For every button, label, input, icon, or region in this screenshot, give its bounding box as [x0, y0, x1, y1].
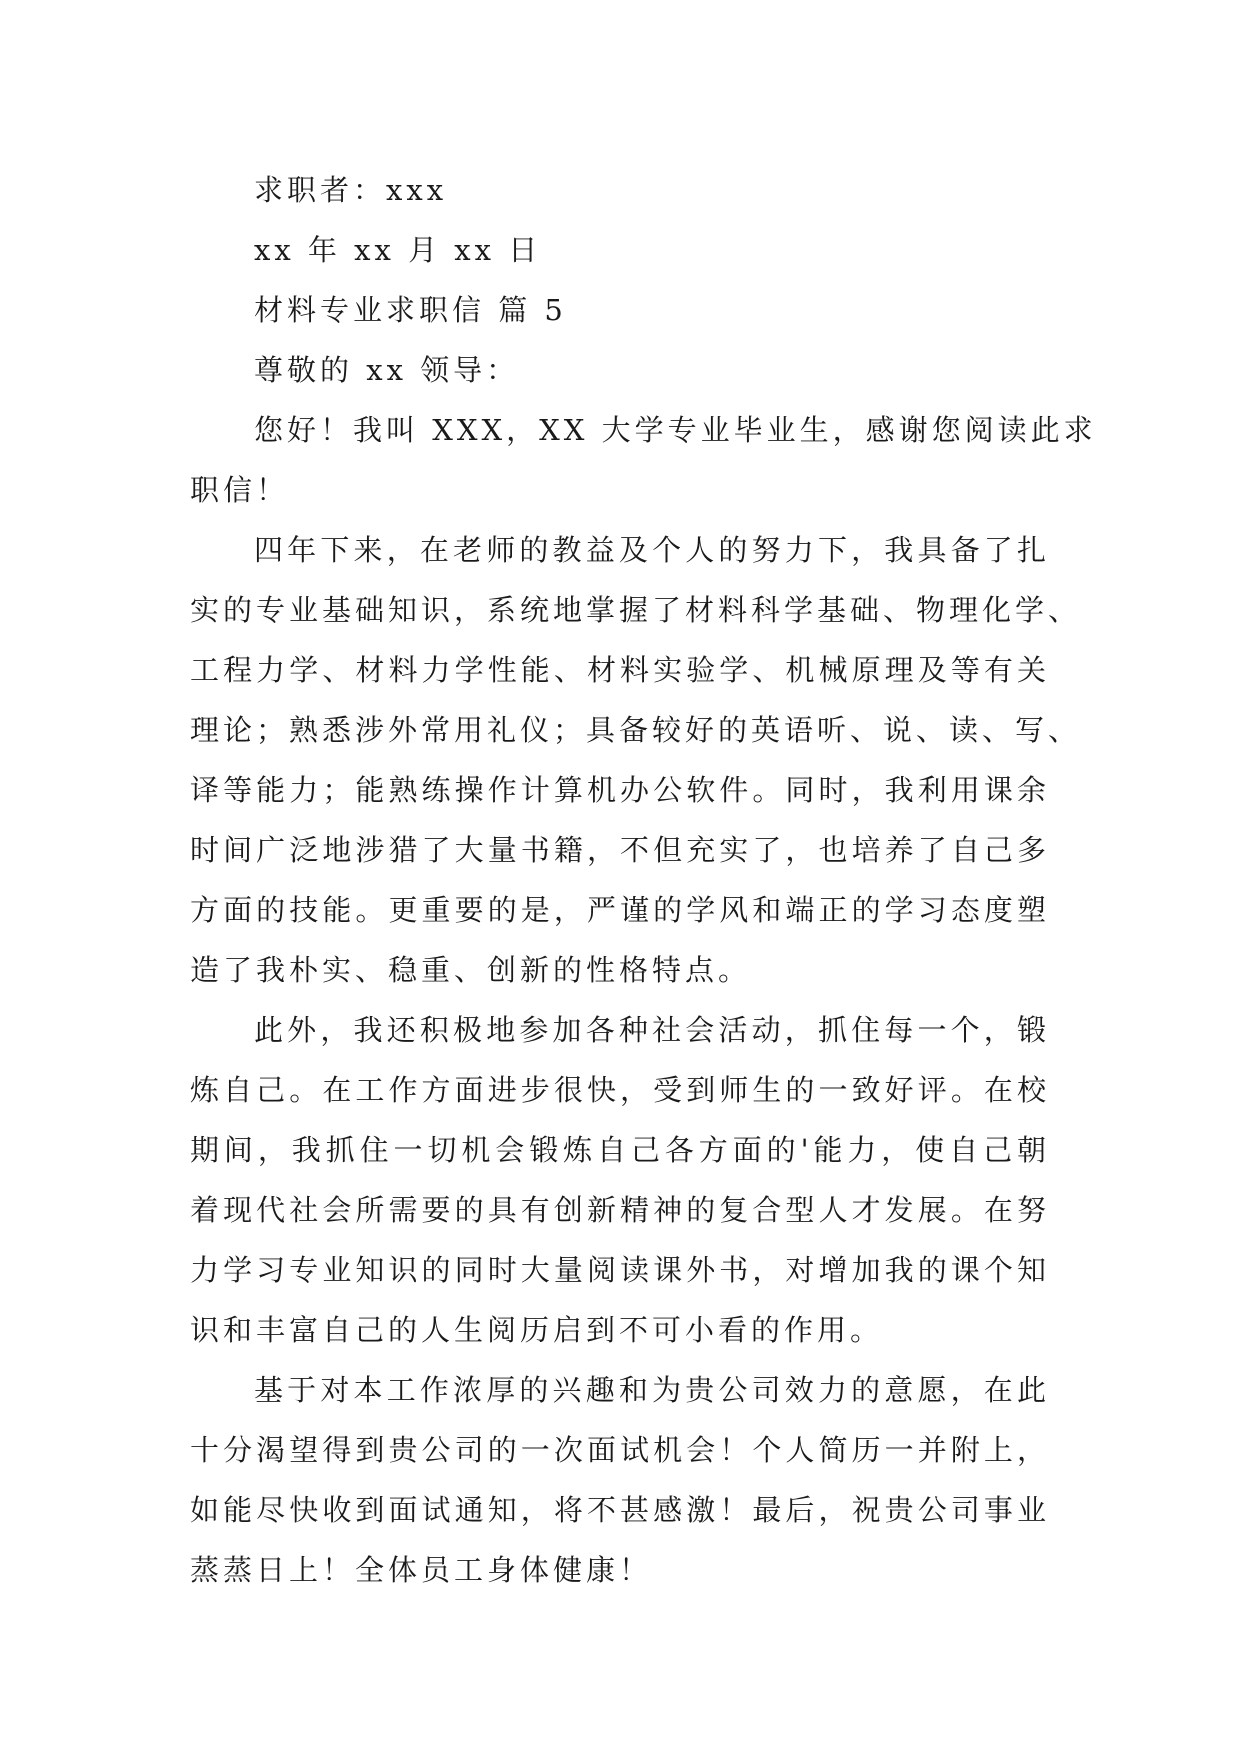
- paragraph-line: 工程力学、材料力学性能、材料实验学、机械原理及等有关: [190, 653, 1050, 687]
- date-line: xx 年 xx 月 xx 日: [254, 233, 542, 267]
- paragraph-line: 力学习专业知识的同时大量阅读课外书，对增加我的课个知: [190, 1253, 1050, 1287]
- paragraph-line: 方面的技能。更重要的是，严谨的学风和端正的学习态度塑: [190, 893, 1050, 927]
- paragraph-line: 识和丰富自己的人生阅历启到不可小看的作用。: [190, 1313, 884, 1347]
- paragraph-greeting: [190, 400, 1097, 520]
- paragraph-activities: [190, 1000, 1050, 1360]
- paragraph-line: 如能尽快收到面试通知，将不甚感激！最后，祝贵公司事业: [190, 1493, 1050, 1527]
- paragraph-line: 期间，我抓住一切机会锻炼自己各方面的'能力，使自己朝: [190, 1133, 1050, 1167]
- paragraph-line: 您好！我叫 XXX，XX 大学专业毕业生，感谢您阅读此求: [254, 413, 1097, 447]
- paragraph-line: 译等能力；能熟练操作计算机办公软件。同时，我利用课余: [190, 773, 1050, 807]
- paragraph-line: 理论；熟悉涉外常用礼仪；具备较好的英语听、说、读、写、: [190, 713, 1082, 747]
- section-title: 材料专业求职信 篇 5: [254, 293, 567, 327]
- paragraph-line: 炼自己。在工作方面进步很快，受到师生的一致好评。在校: [190, 1073, 1050, 1107]
- paragraph-line: 实的专业基础知识，系统地掌握了材料科学基础、物理化学、: [190, 593, 1082, 627]
- document-body: [190, 160, 1097, 1600]
- paragraph-line: 着现代社会所需要的具有创新精神的复合型人才发展。在努: [190, 1193, 1050, 1227]
- paragraph-line: 时间广泛地涉猎了大量书籍，不但充实了，也培养了自己多: [190, 833, 1050, 867]
- paragraph-education: [190, 520, 1082, 1000]
- paragraph-line: 职信！: [190, 473, 290, 507]
- paragraph-line: 造了我朴实、稳重、创新的性格特点。: [190, 953, 752, 987]
- paragraph-line: 十分渴望得到贵公司的一次面试机会！个人简历一并附上，: [190, 1433, 1050, 1467]
- paragraph-line: 蒸蒸日上！全体员工身体健康！: [190, 1553, 653, 1587]
- paragraph-line: 此外，我还积极地参加各种社会活动，抓住每一个，锻: [254, 1013, 1050, 1047]
- signature-line: 求职者：xxx: [254, 173, 448, 207]
- paragraph-line: 基于对本工作浓厚的兴趣和为贵公司效力的意愿，在此: [254, 1373, 1050, 1407]
- salutation: 尊敬的 xx 领导：: [254, 353, 520, 387]
- paragraph-line: 四年下来，在老师的教益及个人的努力下，我具备了扎: [254, 533, 1050, 567]
- paragraph-closing: [190, 1360, 1050, 1600]
